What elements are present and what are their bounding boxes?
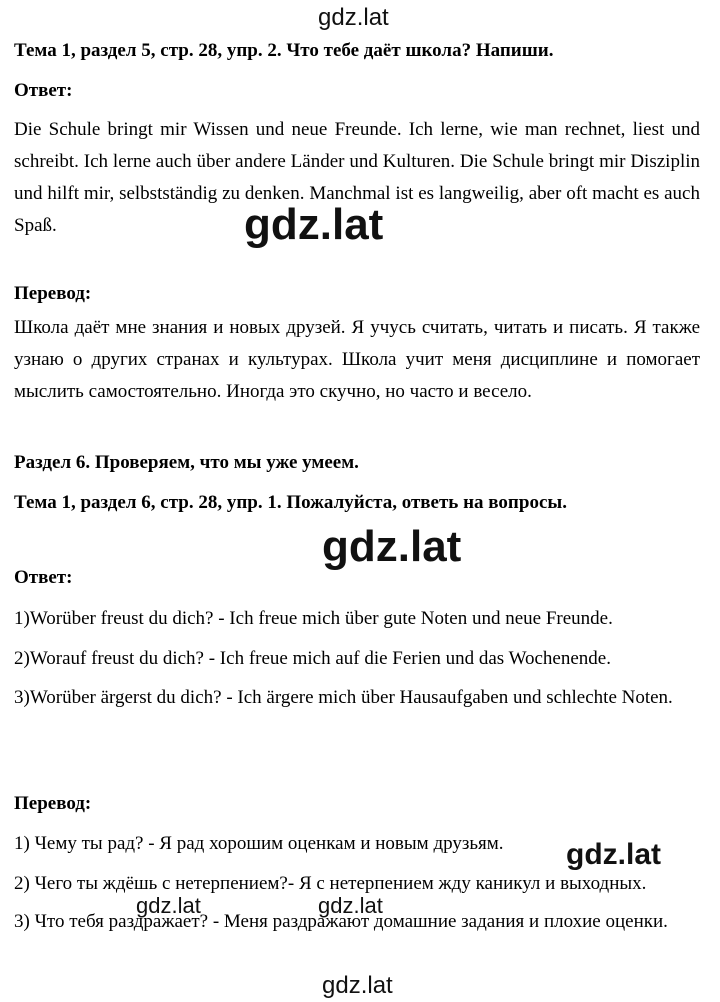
watermark-mid2: gdz.lat — [322, 522, 462, 571]
section6-translation-label: Перевод: — [14, 793, 92, 814]
section5-title: Тема 1, раздел 5, стр. 28, упр. 2. Что тебе даёт школа? Напиши. — [14, 40, 554, 61]
section5-translation-text: Школа даёт мне знания и новых друзей. Я учусь считать, читать и писать. Я также узнаю о других странах и культурах. Школа учит меня дисциплине и помогает мыслить самостоятельно. Иногда это скучно, но часто и весело. — [14, 317, 700, 402]
section5-answer-label: Ответ: — [14, 80, 73, 101]
section5-translation-label: Перевод: — [14, 283, 92, 304]
answer-3: 3)Worüber ärgerst du dich? - Ich ärgere mich über Hausaufgaben und schlechte Noten. — [14, 687, 673, 708]
translation-1: 1) Чему ты рад? - Я рад хорошим оценкам и новым друзьям. — [14, 833, 504, 854]
section6-header: Раздел 6. Проверяем, что мы уже умеем. — [14, 452, 359, 473]
watermark-top: gdz.lat — [318, 4, 389, 31]
section5-answer-text: Die Schule bringt mir Wissen und neue Freunde. Ich lerne, wie man rechnet, liest und schreibt. Ich lerne auch über andere Länder und Kulturen. Die Schule bringt mir Disziplin und hilft mir, selbstständig zu denken. Manchmal ist es langweilig, aber oft macht es auch Spaß. — [14, 119, 700, 236]
translation-2: 2) Чего ты ждёшь с нетерпением?- Я с нетерпением жду каникул и выходных. — [14, 873, 647, 894]
section6-title: Тема 1, раздел 6, стр. 28, упр. 1. Пожалуйста, ответь на вопросы. — [14, 492, 567, 513]
watermark-footer: gdz.lat — [322, 972, 393, 999]
translation-3: 3) Что тебя раздражает? - Меня раздражают домашние задания и плохие оценки. — [14, 911, 668, 932]
watermark-mid1: gdz.lat — [244, 200, 384, 249]
watermark-right: gdz.lat — [566, 838, 661, 871]
answer-1: 1)Worüber freust du dich? - Ich freue mich über gute Noten und neue Freunde. — [14, 608, 613, 629]
answer-2: 2)Worauf freust du dich? - Ich freue mich auf die Ferien und das Wochenende. — [14, 648, 611, 669]
section6-answer-label: Ответ: — [14, 567, 73, 588]
watermark-bottom-left: gdz.lat — [136, 893, 201, 918]
watermark-bottom-center: gdz.lat — [318, 893, 383, 918]
